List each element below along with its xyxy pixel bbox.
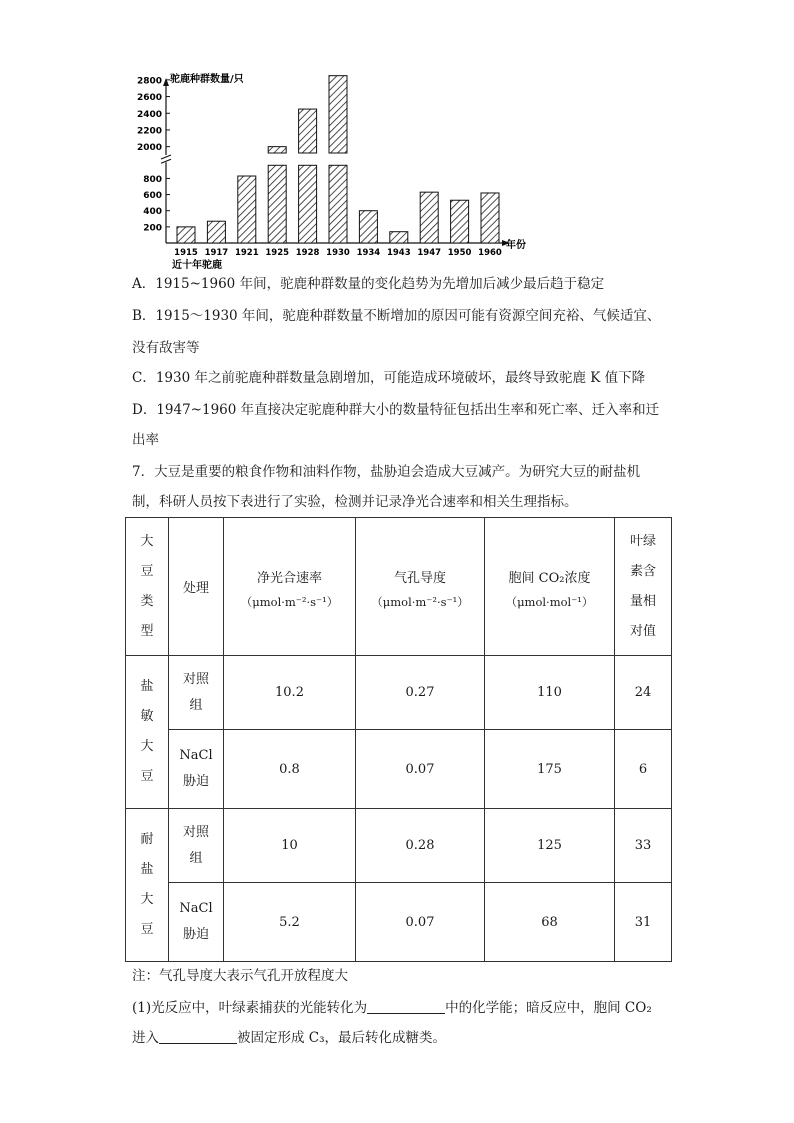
table-note: 注：气孔导度大表示气孔开放程度大 — [132, 968, 348, 984]
conductance-cell: 0.07 — [356, 730, 485, 809]
group-salt-tolerant: 耐 盐 大 豆 — [126, 809, 169, 962]
rate-cell: 10 — [224, 809, 356, 883]
question1-line1: (1)光反应中，叶绿素捕获的光能转化为 中的化学能；暗反应中，胞间 CO₂ — [132, 1000, 652, 1016]
chart-x-labels — [174, 248, 502, 258]
x-tick-label: 1943 — [386, 248, 411, 258]
co2-cell: 125 — [485, 809, 615, 883]
table-header-row — [126, 518, 672, 656]
option-b-line1: B．1915～1930 年间，驼鹿种群数量不断增加的原因可能有资源空间充裕、气候适宜、 — [132, 308, 661, 324]
rate-cell: 5.2 — [224, 883, 356, 962]
y-tick-label: 2400 — [136, 109, 162, 120]
treatment-cell: NaCl 胁迫 — [169, 730, 224, 809]
co2-cell: 175 — [485, 730, 615, 809]
bar-1928-upper — [299, 109, 317, 153]
bar-1930-lower — [329, 165, 347, 243]
table-row — [126, 656, 672, 730]
population-bar-chart — [130, 70, 540, 271]
header-conductance: 气孔导度 （μmol·m⁻²·s⁻¹） — [356, 518, 485, 656]
question7-line1: 7．大豆是重要的粮食作物和油料作物，盐胁迫会造成大豆减产。为研究大豆的耐盐机 — [132, 464, 641, 480]
rate-cell: 10.2 — [224, 656, 356, 730]
table-row — [126, 809, 672, 883]
x-tick-label: 1947 — [417, 248, 442, 258]
co2-cell: 68 — [485, 883, 615, 962]
x-tick-label: 1921 — [234, 248, 259, 258]
axis-break-mark — [161, 155, 171, 159]
experiment-table — [125, 517, 672, 962]
x-tick-label: 1934 — [356, 248, 381, 258]
x-tick-label: 1930 — [326, 248, 350, 258]
chlorophyll-cell: 24 — [615, 656, 672, 730]
bar-1928-lower — [299, 165, 317, 243]
y-tick-label: 600 — [143, 191, 162, 202]
bar-1925-lower — [268, 165, 286, 243]
y-tick-label: 800 — [143, 174, 162, 185]
table-row — [126, 883, 672, 962]
treatment-cell: NaCl 胁迫 — [169, 883, 224, 962]
group-salt-sensitive: 盐 敏 大 豆 — [126, 656, 169, 809]
chart-ticks — [137, 76, 170, 233]
y-tick-label: 2000 — [136, 143, 162, 154]
option-d-line2: 出率 — [132, 432, 159, 448]
bar-1930-upper — [329, 76, 347, 153]
rate-cell: 0.8 — [224, 730, 356, 809]
answer-blank-2[interactable] — [159, 1029, 237, 1044]
chlorophyll-cell: 31 — [615, 883, 672, 962]
chlorophyll-cell: 33 — [615, 809, 672, 883]
bar-1950 — [451, 200, 469, 243]
chart-title: 驼鹿种群数量/只 — [170, 74, 244, 85]
option-c: C．1930 年之前驼鹿种群数量急剧增加，可能造成环境破坏，最终导致驼鹿 K 值下降 — [132, 370, 646, 386]
y-tick-label: 2600 — [136, 93, 162, 104]
conductance-cell: 0.27 — [356, 656, 485, 730]
bar-1947 — [420, 192, 438, 243]
conductance-cell: 0.07 — [356, 883, 485, 962]
bar-1943 — [390, 232, 408, 243]
chart-caption-cut: 近十年驼鹿 — [172, 260, 222, 271]
y-tick-label: 2200 — [136, 126, 162, 137]
x-tick-label: 1915 — [174, 248, 198, 258]
x-tick-label: 1950 — [447, 248, 472, 258]
bar-1917 — [207, 221, 225, 243]
table-row — [126, 730, 672, 809]
option-b-line2: 没有敌害等 — [132, 340, 200, 356]
x-tick-label: 1917 — [204, 248, 229, 258]
bar-1934 — [359, 211, 377, 243]
header-co2: 胞间 CO₂浓度 （μmol·mol⁻¹） — [485, 518, 615, 656]
question1-line2: 进入 被固定形成 C₃，最后转化成糖类。 — [132, 1030, 447, 1046]
co2-cell: 110 — [485, 656, 615, 730]
answer-blank-1[interactable] — [367, 999, 445, 1014]
chart-x-axis-label: 年份 — [506, 240, 526, 251]
header-chlorophyll: 叶绿 素含 量相 对值 — [615, 518, 672, 656]
treatment-cell: 对照 组 — [169, 656, 224, 730]
y-tick-label: 400 — [143, 207, 162, 218]
x-tick-label: 1925 — [265, 248, 290, 258]
chlorophyll-cell: 6 — [615, 730, 672, 809]
bar-1921 — [238, 176, 256, 243]
question7-line2: 制，科研人员按下表进行了实验，检测并记录净光合速率和相关生理指标。 — [132, 494, 578, 510]
header-soy-type: 大 豆 类 型 — [126, 518, 169, 656]
option-a: A．1915~1960 年间，驼鹿种群数量的变化趋势为先增加后减少最后趋于稳定 — [132, 276, 605, 292]
chart-bars — [177, 76, 499, 243]
option-d-line1: D．1947~1960 年直接决定驼鹿种群大小的数量特征包括出生率和死亡率、迁入率和迁 — [132, 402, 660, 418]
conductance-cell: 0.28 — [356, 809, 485, 883]
header-net-rate: 净光合速率 （μmol·m⁻²·s⁻¹） — [224, 518, 356, 656]
treatment-cell: 对照 组 — [169, 809, 224, 883]
y-axis-arrow — [163, 78, 169, 86]
x-tick-label: 1960 — [478, 248, 502, 258]
y-tick-label: 2800 — [136, 76, 162, 87]
bar-1915 — [177, 227, 195, 243]
bar-1960 — [481, 193, 499, 243]
x-tick-label: 1928 — [295, 248, 320, 258]
bar-1925-upper — [268, 147, 286, 153]
y-tick-label: 200 — [143, 223, 162, 234]
header-treatment: 处理 — [169, 518, 224, 656]
